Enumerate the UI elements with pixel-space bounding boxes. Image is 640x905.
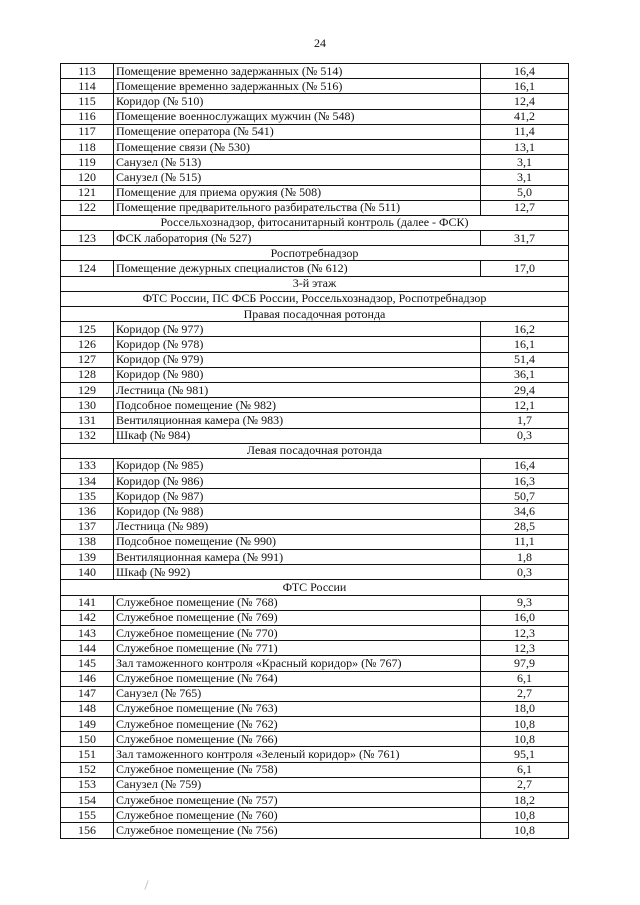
- room-name: Коридор (№ 978): [114, 337, 481, 352]
- section-header-row: [61, 580, 569, 595]
- room-area: 16,0: [481, 610, 569, 625]
- room-name: Вентиляционная камера (№ 991): [114, 550, 481, 565]
- table-row: [61, 519, 569, 534]
- room-area: 3,1: [481, 155, 569, 170]
- table-row: [61, 610, 569, 625]
- room-name: Помещение дежурных специалистов (№ 612): [114, 261, 481, 276]
- room-area: 13,1: [481, 139, 569, 154]
- room-name: Коридор (№ 985): [114, 458, 481, 473]
- room-area: 5,0: [481, 185, 569, 200]
- table-row: [61, 808, 569, 823]
- room-name: Шкаф (№ 984): [114, 428, 481, 443]
- row-number: 133: [61, 458, 114, 473]
- row-number: 152: [61, 762, 114, 777]
- row-number: 135: [61, 489, 114, 504]
- row-number: 130: [61, 398, 114, 413]
- room-name: Служебное помещение (№ 769): [114, 610, 481, 625]
- table-row: [61, 595, 569, 610]
- row-number: 146: [61, 671, 114, 686]
- row-number: 145: [61, 656, 114, 671]
- section-header-row: [61, 246, 569, 261]
- room-area: 3,1: [481, 170, 569, 185]
- room-name: Коридор (№ 977): [114, 322, 481, 337]
- room-area: 6,1: [481, 762, 569, 777]
- premises-table-body: [61, 64, 569, 839]
- room-name: Помещение военнослужащих мужчин (№ 548): [114, 109, 481, 124]
- table-row: [61, 550, 569, 565]
- table-row: [61, 641, 569, 656]
- room-name: Помещение временно задержанных (№ 514): [114, 64, 481, 79]
- table-row: [61, 109, 569, 124]
- row-number: 141: [61, 595, 114, 610]
- room-area: 1,8: [481, 550, 569, 565]
- room-area: 6,1: [481, 671, 569, 686]
- room-name: Служебное помещение (№ 768): [114, 595, 481, 610]
- row-number: 128: [61, 367, 114, 382]
- room-name: Вентиляционная камера (№ 983): [114, 413, 481, 428]
- table-row: [61, 382, 569, 397]
- room-area: 41,2: [481, 109, 569, 124]
- room-name: Служебное помещение (№ 760): [114, 808, 481, 823]
- room-area: 12,3: [481, 625, 569, 640]
- table-row: [61, 489, 569, 504]
- row-number: 115: [61, 94, 114, 109]
- page-number: 24: [314, 36, 326, 50]
- scan-mark: [144, 880, 148, 890]
- room-area: 16,1: [481, 79, 569, 94]
- room-area: 2,7: [481, 686, 569, 701]
- room-area: 18,0: [481, 701, 569, 716]
- row-number: 153: [61, 777, 114, 792]
- room-name: Помещение предварительного разбирательства (№ 511): [114, 200, 481, 215]
- room-area: 11,4: [481, 124, 569, 139]
- section-title: Левая посадочная ротонда: [61, 443, 569, 458]
- room-area: 10,8: [481, 717, 569, 732]
- room-name: Зал таможенного контроля «Красный коридор» (№ 767): [114, 656, 481, 671]
- room-area: 10,8: [481, 732, 569, 747]
- row-number: 154: [61, 793, 114, 808]
- table-row: [61, 793, 569, 808]
- row-number: 147: [61, 686, 114, 701]
- room-area: 16,1: [481, 337, 569, 352]
- room-name: Лестница (№ 981): [114, 382, 481, 397]
- room-name: Коридор (№ 980): [114, 367, 481, 382]
- room-area: 31,7: [481, 231, 569, 246]
- room-name: Служебное помещение (№ 757): [114, 793, 481, 808]
- room-area: 9,3: [481, 595, 569, 610]
- table-row: [61, 261, 569, 276]
- row-number: 134: [61, 474, 114, 489]
- table-row: [61, 565, 569, 580]
- room-name: Санузел (№ 759): [114, 777, 481, 792]
- row-number: 124: [61, 261, 114, 276]
- row-number: 148: [61, 701, 114, 716]
- room-area: 12,4: [481, 94, 569, 109]
- room-area: 17,0: [481, 261, 569, 276]
- row-number: 142: [61, 610, 114, 625]
- room-area: 16,4: [481, 64, 569, 79]
- room-area: 18,2: [481, 793, 569, 808]
- table-row: [61, 322, 569, 337]
- room-name: Санузел (№ 765): [114, 686, 481, 701]
- section-title: Роспотребнадзор: [61, 246, 569, 261]
- room-area: 11,1: [481, 534, 569, 549]
- room-name: Лестница (№ 989): [114, 519, 481, 534]
- row-number: 155: [61, 808, 114, 823]
- table-row: [61, 337, 569, 352]
- room-name: Служебное помещение (№ 770): [114, 625, 481, 640]
- room-name: Подсобное помещение (№ 990): [114, 534, 481, 549]
- table-row: [61, 428, 569, 443]
- room-name: Помещение связи (№ 530): [114, 139, 481, 154]
- table-row: [61, 94, 569, 109]
- room-area: 12,3: [481, 641, 569, 656]
- room-name: Помещение временно задержанных (№ 516): [114, 79, 481, 94]
- table-row: [61, 231, 569, 246]
- room-name: Служебное помещение (№ 766): [114, 732, 481, 747]
- section-header-row: [61, 443, 569, 458]
- premises-table: [60, 63, 569, 839]
- table-row: [61, 534, 569, 549]
- room-name: Служебное помещение (№ 764): [114, 671, 481, 686]
- row-number: 149: [61, 717, 114, 732]
- table-row: [61, 686, 569, 701]
- table-row: [61, 474, 569, 489]
- table-row: [61, 777, 569, 792]
- table-row: [61, 124, 569, 139]
- room-area: 28,5: [481, 519, 569, 534]
- table-row: [61, 200, 569, 215]
- table-row: [61, 762, 569, 777]
- room-name: Служебное помещение (№ 756): [114, 823, 481, 838]
- room-area: 2,7: [481, 777, 569, 792]
- room-name: Шкаф (№ 992): [114, 565, 481, 580]
- room-area: 16,2: [481, 322, 569, 337]
- table-row: [61, 352, 569, 367]
- row-number: 150: [61, 732, 114, 747]
- section-title: ФТС России, ПС ФСБ России, Россельхознадзор, Роспотребнадзор: [61, 291, 569, 306]
- table-row: [61, 747, 569, 762]
- section-title: ФТС России: [61, 580, 569, 595]
- row-number: 114: [61, 79, 114, 94]
- room-name: Коридор (№ 987): [114, 489, 481, 504]
- section-header-row: [61, 307, 569, 322]
- row-number: 122: [61, 200, 114, 215]
- row-number: 140: [61, 565, 114, 580]
- row-number: 136: [61, 504, 114, 519]
- table-row: [61, 79, 569, 94]
- room-area: 12,1: [481, 398, 569, 413]
- row-number: 121: [61, 185, 114, 200]
- room-name: Служебное помещение (№ 763): [114, 701, 481, 716]
- room-name: Коридор (№ 986): [114, 474, 481, 489]
- table-row: [61, 64, 569, 79]
- room-name: Помещение оператора (№ 541): [114, 124, 481, 139]
- row-number: 116: [61, 109, 114, 124]
- section-title: 3-й этаж: [61, 276, 569, 291]
- room-area: 95,1: [481, 747, 569, 762]
- room-name: Зал таможенного контроля «Зеленый коридор» (№ 761): [114, 747, 481, 762]
- room-name: Коридор (№ 988): [114, 504, 481, 519]
- room-area: 1,7: [481, 413, 569, 428]
- section-header-row: [61, 276, 569, 291]
- table-row: [61, 185, 569, 200]
- room-name: Санузел (№ 515): [114, 170, 481, 185]
- row-number: 119: [61, 155, 114, 170]
- row-number: 139: [61, 550, 114, 565]
- row-number: 143: [61, 625, 114, 640]
- room-name: Помещение для приема оружия (№ 508): [114, 185, 481, 200]
- table-row: [61, 170, 569, 185]
- section-header-row: [61, 215, 569, 230]
- row-number: 113: [61, 64, 114, 79]
- row-number: 131: [61, 413, 114, 428]
- room-area: 10,8: [481, 823, 569, 838]
- table-row: [61, 139, 569, 154]
- table-row: [61, 398, 569, 413]
- row-number: 118: [61, 139, 114, 154]
- room-area: 0,3: [481, 565, 569, 580]
- room-area: 36,1: [481, 367, 569, 382]
- room-name: Служебное помещение (№ 758): [114, 762, 481, 777]
- row-number: 132: [61, 428, 114, 443]
- table-row: [61, 701, 569, 716]
- row-number: 127: [61, 352, 114, 367]
- row-number: 123: [61, 231, 114, 246]
- section-title: Россельхознадзор, фитосанитарный контроль (далее - ФСК): [61, 215, 569, 230]
- room-area: 0,3: [481, 428, 569, 443]
- table-row: [61, 367, 569, 382]
- table-row: [61, 155, 569, 170]
- room-area: 12,7: [481, 200, 569, 215]
- table-row: [61, 625, 569, 640]
- room-name: Служебное помещение (№ 762): [114, 717, 481, 732]
- table-row: [61, 413, 569, 428]
- room-name: Санузел (№ 513): [114, 155, 481, 170]
- room-name: Служебное помещение (№ 771): [114, 641, 481, 656]
- room-name: ФСК лаборатория (№ 527): [114, 231, 481, 246]
- room-name: Подсобное помещение (№ 982): [114, 398, 481, 413]
- row-number: 156: [61, 823, 114, 838]
- room-area: 10,8: [481, 808, 569, 823]
- row-number: 125: [61, 322, 114, 337]
- row-number: 117: [61, 124, 114, 139]
- section-title: Правая посадочная ротонда: [61, 307, 569, 322]
- table-row: [61, 732, 569, 747]
- row-number: 144: [61, 641, 114, 656]
- room-area: 51,4: [481, 352, 569, 367]
- section-header-row: [61, 291, 569, 306]
- row-number: 120: [61, 170, 114, 185]
- table-row: [61, 671, 569, 686]
- table-row: [61, 717, 569, 732]
- room-name: Коридор (№ 510): [114, 94, 481, 109]
- room-area: 16,4: [481, 458, 569, 473]
- row-number: 126: [61, 337, 114, 352]
- row-number: 137: [61, 519, 114, 534]
- room-area: 34,6: [481, 504, 569, 519]
- row-number: 138: [61, 534, 114, 549]
- room-area: 97,9: [481, 656, 569, 671]
- room-name: Коридор (№ 979): [114, 352, 481, 367]
- table-row: [61, 823, 569, 838]
- room-area: 50,7: [481, 489, 569, 504]
- row-number: 151: [61, 747, 114, 762]
- table-row: [61, 504, 569, 519]
- table-row: [61, 656, 569, 671]
- row-number: 129: [61, 382, 114, 397]
- room-area: 16,3: [481, 474, 569, 489]
- room-area: 29,4: [481, 382, 569, 397]
- table-row: [61, 458, 569, 473]
